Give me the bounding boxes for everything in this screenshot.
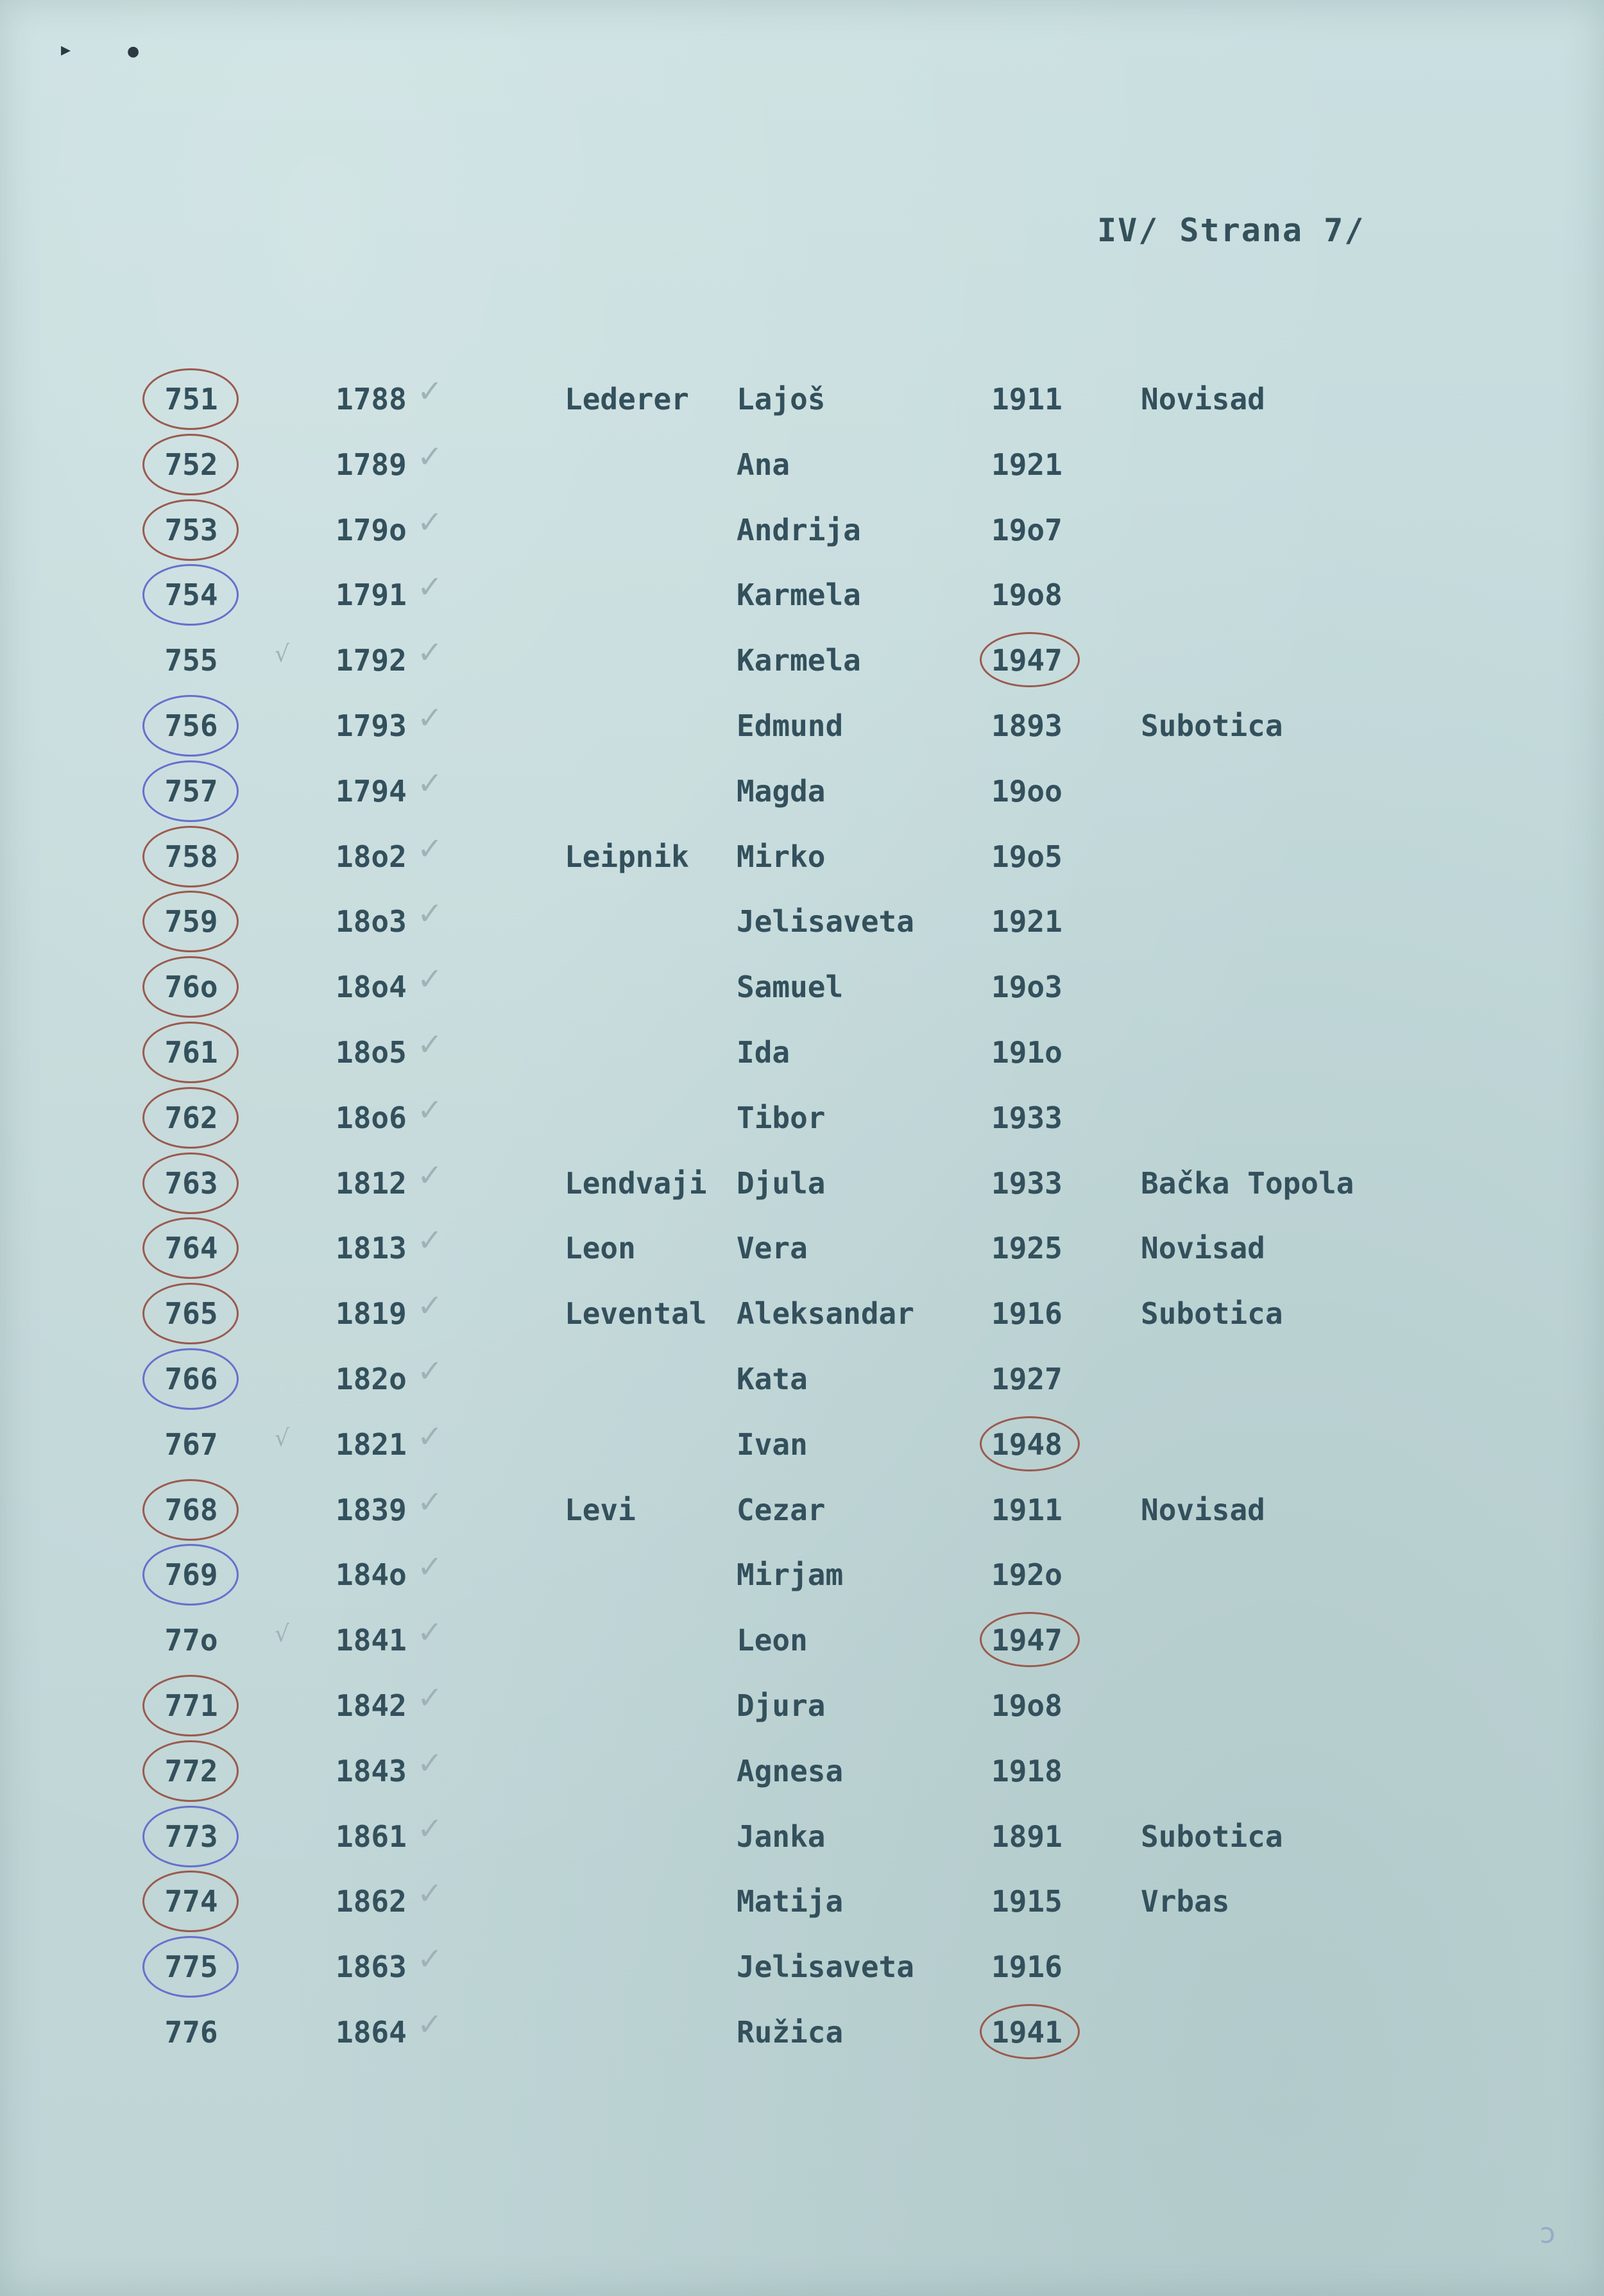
record-row <box>0 1353 1604 1424</box>
record-number: 756 <box>164 708 218 743</box>
given-name: Agnesa <box>737 1754 844 1788</box>
check-mark-icon: ✓ <box>417 1876 443 1912</box>
record-number: 762 <box>164 1101 218 1135</box>
record-number: 766 <box>164 1362 218 1396</box>
record-number: 76o <box>164 970 218 1004</box>
record-id: 18o5 <box>336 1035 407 1070</box>
record-id: 1843 <box>336 1754 407 1788</box>
record-number: 759 <box>164 904 218 939</box>
record-id: 1864 <box>336 2015 407 2050</box>
record-row <box>0 766 1604 836</box>
record-row <box>0 504 1604 575</box>
surname: Levi <box>565 1493 636 1527</box>
record-row <box>0 1549 1604 1620</box>
birth-year: 191o <box>991 1035 1062 1070</box>
check-mark-icon: ✓ <box>417 1745 443 1781</box>
record-id: 1813 <box>336 1231 407 1265</box>
birth-year: 1918 <box>991 1754 1062 1788</box>
record-number: 776 <box>164 2015 218 2050</box>
check-mark-icon: ✓ <box>417 1027 443 1063</box>
record-row <box>0 569 1604 640</box>
record-id: 18o6 <box>336 1101 407 1135</box>
check-mark-icon: ✓ <box>417 569 443 605</box>
birth-year: 1891 <box>991 1819 1062 1854</box>
punch-mark: ▸ <box>61 39 71 61</box>
surname: Leipnik <box>565 839 689 874</box>
given-name: Vera <box>737 1231 808 1265</box>
place: Bačka Topola <box>1141 1166 1354 1201</box>
record-id: 1793 <box>336 708 407 743</box>
record-id: 18o4 <box>336 970 407 1004</box>
given-name: Ružica <box>737 2015 844 2050</box>
record-id: 179o <box>336 513 407 547</box>
record-row <box>0 439 1604 510</box>
check-mark-icon: ✓ <box>417 1680 443 1716</box>
given-name: Andrija <box>737 513 861 547</box>
small-check-mark-icon: √ <box>275 1425 289 1452</box>
record-id: 1842 <box>336 1688 407 1723</box>
record-number: 758 <box>164 839 218 874</box>
given-name: Leon <box>737 1623 808 1658</box>
given-name: Djula <box>737 1166 826 1201</box>
given-name: Jelisaveta <box>737 1949 914 1984</box>
check-mark-icon: ✓ <box>417 1615 443 1650</box>
place: Vrbas <box>1141 1884 1230 1919</box>
given-name: Ana <box>737 447 790 482</box>
given-name: Ida <box>737 1035 790 1070</box>
punch-mark-dot: ● <box>127 44 140 60</box>
birth-year: 1911 <box>991 382 1062 416</box>
place: Novisad <box>1141 382 1265 416</box>
check-mark-icon: ✓ <box>417 2007 443 2043</box>
record-id: 1821 <box>336 1427 407 1462</box>
record-id: 1812 <box>336 1166 407 1201</box>
check-mark-icon: ✓ <box>417 1811 443 1847</box>
given-name: Magda <box>737 774 826 809</box>
record-number: 77o <box>164 1623 218 1658</box>
check-mark-icon: ✓ <box>417 1288 443 1324</box>
check-mark-icon: ✓ <box>417 700 443 736</box>
birth-year: 1911 <box>991 1493 1062 1527</box>
check-mark-icon: ✓ <box>417 635 443 671</box>
check-mark-icon: ✓ <box>417 504 443 540</box>
birth-year: 1916 <box>991 1949 1062 1984</box>
check-mark-icon: ✓ <box>417 1549 443 1585</box>
birth-year: 1915 <box>991 1884 1062 1919</box>
place: Subotica <box>1141 1819 1283 1854</box>
birth-year: 1893 <box>991 708 1062 743</box>
record-number: 775 <box>164 1949 218 1984</box>
given-name: Karmela <box>737 643 861 678</box>
check-mark-icon: ✓ <box>417 1158 443 1194</box>
birth-year: 192o <box>991 1557 1062 1592</box>
surname: Lederer <box>565 382 689 416</box>
record-row <box>0 1222 1604 1293</box>
record-id: 1788 <box>336 382 407 416</box>
given-name: Ivan <box>737 1427 808 1462</box>
record-number: 757 <box>164 774 218 809</box>
given-name: Mirko <box>737 839 826 874</box>
record-row <box>0 1876 1604 1946</box>
birth-year: 19o5 <box>991 839 1062 874</box>
record-row <box>0 635 1604 705</box>
check-mark-icon: ✓ <box>417 1484 443 1520</box>
record-number: 772 <box>164 1754 218 1788</box>
record-number: 767 <box>164 1427 218 1462</box>
record-row <box>0 373 1604 444</box>
place: Subotica <box>1141 708 1283 743</box>
given-name: Mirjam <box>737 1557 844 1592</box>
check-mark-icon: ✓ <box>417 1092 443 1128</box>
check-mark-icon: ✓ <box>417 831 443 867</box>
birth-year: 1941 <box>991 2015 1062 2050</box>
birth-year: 19o8 <box>991 578 1062 612</box>
check-mark-icon: ✓ <box>417 1222 443 1258</box>
record-row <box>0 1419 1604 1489</box>
record-id: 1794 <box>336 774 407 809</box>
birth-year: 19o3 <box>991 970 1062 1004</box>
birth-year: 1921 <box>991 447 1062 482</box>
record-row <box>0 700 1604 771</box>
record-id: 1863 <box>336 1949 407 1984</box>
birth-year: 19o8 <box>991 1688 1062 1723</box>
record-number: 752 <box>164 447 218 482</box>
birth-year: 19oo <box>991 774 1062 809</box>
surname: Levental <box>565 1296 707 1331</box>
record-id: 184o <box>336 1557 407 1592</box>
place: Subotica <box>1141 1296 1283 1331</box>
record-number: 753 <box>164 513 218 547</box>
record-row <box>0 1288 1604 1358</box>
record-id: 18o2 <box>336 839 407 874</box>
given-name: Tibor <box>737 1101 826 1135</box>
surname: Lendvaji <box>565 1166 707 1201</box>
check-mark-icon: ✓ <box>417 1353 443 1389</box>
record-id: 1841 <box>336 1623 407 1658</box>
given-name: Matija <box>737 1884 844 1919</box>
record-number: 763 <box>164 1166 218 1201</box>
check-mark-icon: ✓ <box>417 896 443 932</box>
record-id: 1861 <box>336 1819 407 1854</box>
record-id: 1791 <box>336 578 407 612</box>
given-name: Jelisaveta <box>737 904 914 939</box>
record-id: 18o3 <box>336 904 407 939</box>
record-row <box>0 1615 1604 1685</box>
record-number: 773 <box>164 1819 218 1854</box>
record-row <box>0 1941 1604 2012</box>
check-mark-icon: ✓ <box>417 961 443 997</box>
given-name: Aleksandar <box>737 1296 914 1331</box>
record-number: 774 <box>164 1884 218 1919</box>
record-number: 751 <box>164 382 218 416</box>
record-row <box>0 1158 1604 1228</box>
check-mark-icon: ✓ <box>417 1941 443 1977</box>
birth-year: 1948 <box>991 1427 1062 1462</box>
given-name: Djura <box>737 1688 826 1723</box>
small-check-mark-icon: √ <box>275 1621 289 1647</box>
record-row <box>0 2007 1604 2077</box>
given-name: Karmela <box>737 578 861 612</box>
page-header: IV/ Strana 7/ <box>1097 212 1365 249</box>
birth-year: 1921 <box>991 904 1062 939</box>
birth-year: 1933 <box>991 1166 1062 1201</box>
record-number: 755 <box>164 643 218 678</box>
record-number: 765 <box>164 1296 218 1331</box>
check-mark-icon: ✓ <box>417 766 443 801</box>
record-row <box>0 1811 1604 1881</box>
place: Novisad <box>1141 1231 1265 1265</box>
record-row <box>0 1092 1604 1163</box>
record-row <box>0 831 1604 902</box>
record-id: 1819 <box>336 1296 407 1331</box>
birth-year: 19o7 <box>991 513 1062 547</box>
given-name: Cezar <box>737 1493 826 1527</box>
record-row <box>0 961 1604 1032</box>
place: Novisad <box>1141 1493 1265 1527</box>
surname: Leon <box>565 1231 636 1265</box>
given-name: Edmund <box>737 708 844 743</box>
record-number: 771 <box>164 1688 218 1723</box>
check-mark-icon: ✓ <box>417 439 443 475</box>
given-name: Kata <box>737 1362 808 1396</box>
record-id: 1792 <box>336 643 407 678</box>
record-number: 769 <box>164 1557 218 1592</box>
record-row <box>0 1745 1604 1816</box>
given-name: Lajoš <box>737 382 826 416</box>
record-number: 768 <box>164 1493 218 1527</box>
record-id: 182o <box>336 1362 407 1396</box>
record-row <box>0 1484 1604 1555</box>
birth-year: 1947 <box>991 643 1062 678</box>
corner-pencil-mark: ↄ <box>1540 2217 1556 2250</box>
record-id: 1839 <box>336 1493 407 1527</box>
birth-year: 1925 <box>991 1231 1062 1265</box>
birth-year: 1927 <box>991 1362 1062 1396</box>
record-id: 1789 <box>336 447 407 482</box>
record-id: 1862 <box>336 1884 407 1919</box>
record-number: 764 <box>164 1231 218 1265</box>
record-row <box>0 1027 1604 1097</box>
check-mark-icon: ✓ <box>417 373 443 409</box>
record-number: 754 <box>164 578 218 612</box>
check-mark-icon: ✓ <box>417 1419 443 1455</box>
given-name: Samuel <box>737 970 844 1004</box>
given-name: Janka <box>737 1819 826 1854</box>
record-row <box>0 1680 1604 1751</box>
birth-year: 1947 <box>991 1623 1062 1658</box>
small-check-mark-icon: √ <box>275 641 289 667</box>
birth-year: 1916 <box>991 1296 1062 1331</box>
birth-year: 1933 <box>991 1101 1062 1135</box>
record-row <box>0 896 1604 966</box>
record-number: 761 <box>164 1035 218 1070</box>
